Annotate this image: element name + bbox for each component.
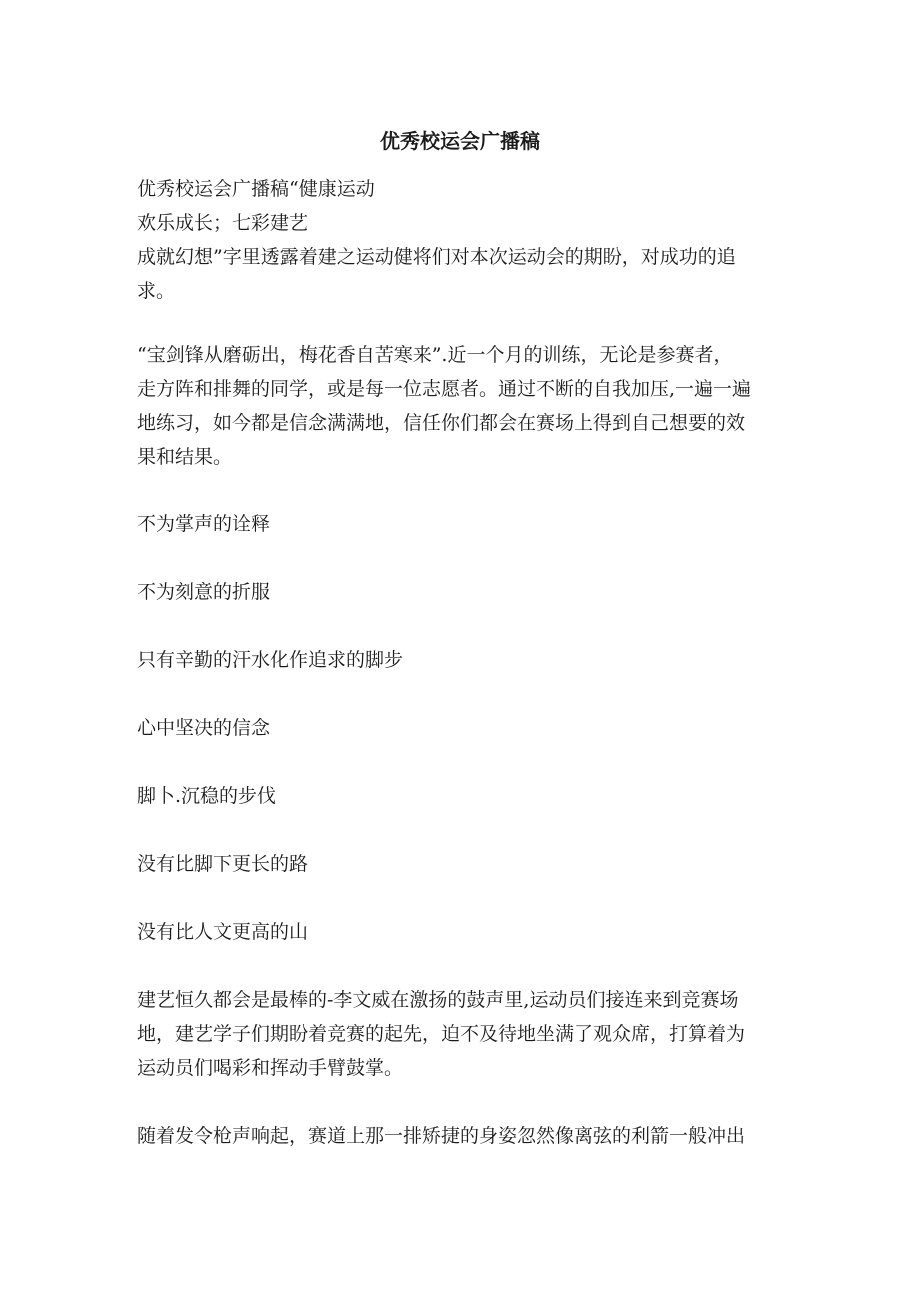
paragraph-training xyxy=(137,338,785,474)
intro-line: 求。 xyxy=(137,280,176,302)
verse-line: 没有比脚下更长的路 xyxy=(137,853,309,875)
intro-paragraph xyxy=(137,172,785,308)
verse-line: 只有辛勤的汗水化作追求的脚步 xyxy=(137,649,404,671)
paragraph-line: 运动员们喝彩和挥动手臂鼓掌。 xyxy=(137,1057,404,1079)
verse-line: 心中坚决的信念 xyxy=(137,717,271,739)
paragraph-line: 建艺恒久都会是最棒的-李文威在激扬的鼓声里,运动员们接连来到竞赛场 xyxy=(137,989,739,1011)
intro-line: 欢乐成长；七彩建艺 xyxy=(137,212,309,234)
paragraph-line: “宝剑锋从磨砺出，梅花香自苦寒来”.近一个月的训练，无论是参赛者， xyxy=(137,344,733,366)
intro-line: 优秀校运会广播稿“健康运动 xyxy=(137,178,375,200)
intro-line: 成就幻想”字里透露着建之运动健将们对本次运动会的期盼，对成功的追 xyxy=(137,246,736,268)
verse-line: 脚卜.沉稳的步伐 xyxy=(137,785,277,807)
paragraph-race xyxy=(137,1119,785,1153)
document-title: 优秀校运会广播稿 xyxy=(380,129,540,153)
paragraph-line: 随着发令枪声响起，赛道上那一排矫捷的身姿忽然像离弦的利箭一般冲出 xyxy=(137,1125,746,1147)
paragraph-line: 地练习，如今都是信念满满地，信任你们都会在赛场上得到自己想要的效 xyxy=(137,412,746,434)
paragraph-line: 走方阵和排舞的同学，或是每一位志愿者。通过不断的自我加压,一遍一遍 xyxy=(137,378,752,400)
verse-line: 不为刻意的折服 xyxy=(137,581,271,603)
paragraph-drums xyxy=(137,983,785,1085)
verse-line: 不为掌声的诠释 xyxy=(137,513,271,535)
paragraph-line: 地，建艺学子们期盼着竞赛的起先，迫不及待地坐满了观众席，打算着为 xyxy=(137,1023,746,1045)
paragraph-line: 果和结果。 xyxy=(137,446,233,468)
verse-line: 没有比人文更高的山 xyxy=(137,921,309,943)
